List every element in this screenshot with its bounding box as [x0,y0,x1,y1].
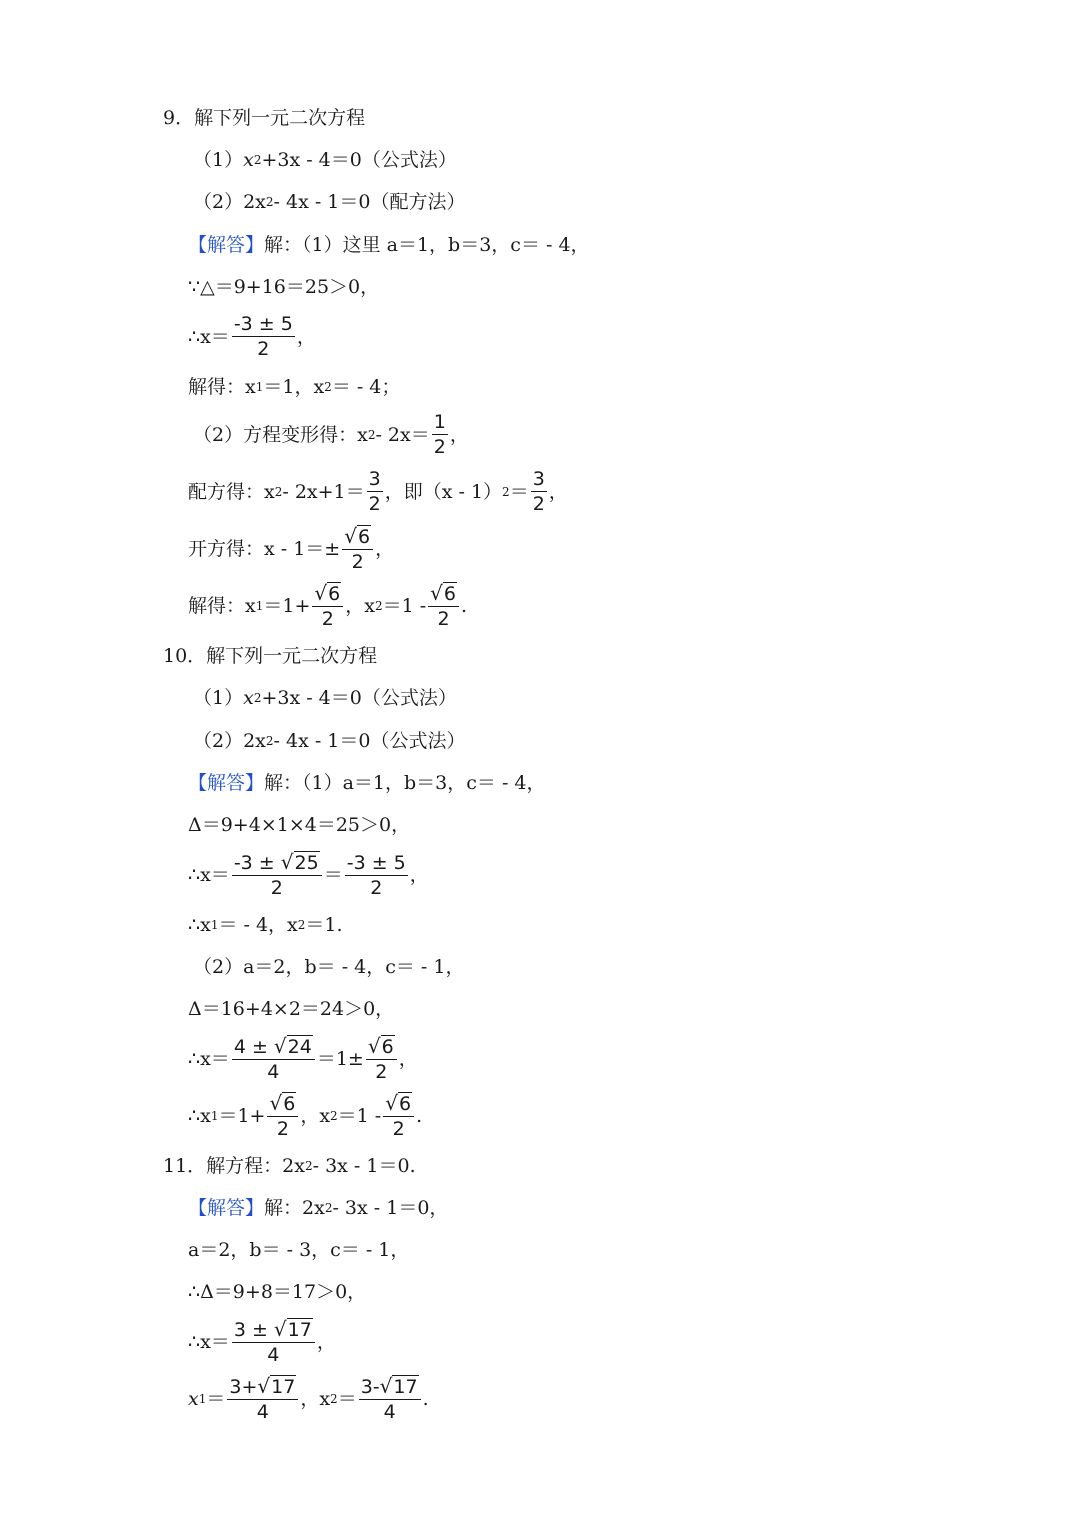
q10-part2: （2）2x 2 - 4x - 1＝0（公式法） [193,730,466,752]
text: 开方得：x - 1＝± [188,538,341,560]
text: 3- [360,1376,380,1398]
fraction [428,581,459,631]
text: - 4x - 1＝0（公式法） [273,730,466,752]
radical [368,1034,395,1059]
label: （1） [193,687,244,709]
text: （2）方程变形得：x [193,423,368,446]
q9-part1: （1） x 2 +3x - 4＝0（公式法） [193,149,457,171]
sqrt-sign: √ [273,1034,287,1058]
text: ， [409,864,429,886]
text: ， [398,1048,418,1070]
radicand: 25 [294,852,319,874]
text: Δ＝9+4×1×4＝25＞0， [188,814,411,836]
sqrt-sign: √ [344,524,357,548]
num: -3 ± 5 [346,851,406,874]
text: - 2x+1＝ [282,480,365,503]
answer-tag: 【解答】 [188,1197,265,1219]
q10-x2-formula [188,1034,418,1084]
den: 2 [321,608,334,630]
num [342,524,373,550]
num [312,581,343,607]
text: 配方得：x [188,480,275,503]
text: ∴x＝ [188,864,230,886]
radicand: 6 [357,526,371,548]
fraction [342,524,373,574]
text: - 3x - 1＝0， [332,1197,449,1219]
den: 2 [392,1118,405,1140]
sqrt-sign: √ [257,1374,271,1398]
q10-answer-lead [188,770,546,796]
text: Δ＝16+4×2＝24＞0， [188,998,395,1020]
sqrt-sign: √ [269,1091,283,1115]
radicand: 6 [381,1036,394,1058]
text: ＝1. [305,914,343,936]
text: ＝1+ [218,1105,266,1127]
text: ∴x [188,1105,211,1127]
radical [380,1374,419,1399]
text: ，x [300,1105,331,1127]
den: 2 [437,608,450,630]
text: ＝1 - [337,1105,382,1127]
label: （2）2x [193,730,266,752]
den: 2 [375,1061,388,1083]
num [232,1034,315,1060]
radicand: 6 [328,583,341,605]
text: ∴x＝ [188,1331,230,1353]
text: ＝ [337,1388,357,1410]
radical [274,1034,313,1059]
text: ＝1 - [382,595,427,617]
den: 2 [368,493,381,515]
text: . [460,595,468,617]
fraction [366,1034,397,1084]
q10-roots2: ∴x 1 ＝1+ $\frac{√6}{2}$ ，x 2 ＝1 - $\frac{√6}{2}$ . [188,1091,423,1140]
text: - 3x - 1＝0. [312,1155,416,1177]
text: ＝ [206,1388,226,1410]
text: -3 ± [233,852,281,874]
var: x [188,1388,199,1410]
text: +3x - 4＝0（公式法） [261,149,457,171]
den: 2 [532,493,545,515]
answer-tag: 【解答】 [188,772,265,794]
q11-x-formula [188,1317,336,1367]
q11-roots: x 1 ＝ $\frac{3+√17}{4}$ ，x 2 ＝ $\frac{3-√17}{4}$ . [188,1374,429,1423]
text: 3 ± [233,1319,274,1341]
q9-part2-transform: （2）方程变形得：x 2 - 2x＝ $\frac{1}{2}$ ， [193,411,469,458]
num [366,1034,397,1060]
den: 2 [351,551,364,573]
num: 3 [368,468,381,490]
q10-delta2 [188,996,394,1022]
fraction [232,312,295,361]
q10-roots: ∴x 1 ＝ - 4，x 2 ＝1. [188,914,343,936]
radicand: 6 [398,1093,412,1115]
text: 4 ± [233,1036,274,1058]
text: ， [296,325,316,348]
text: ∴x＝ [188,325,230,348]
sqrt-sign: √ [367,1034,381,1058]
text: ，即（x - 1） [384,480,503,503]
q10-title [163,643,377,669]
radical [257,1374,296,1399]
text: ∴x＝ [188,1048,230,1070]
answer-tag: 【解答】 [188,234,265,256]
radical [385,1091,412,1116]
q10-x-formula [188,850,429,900]
q9-complete-square: 配方得：x 2 - 2x+1＝ $\frac{3}{2}$ ，即（x - 1） 2 ＝ $\frac{3}{2}$ ， [188,468,568,515]
text: ， [449,423,469,446]
text: ， [548,480,568,503]
text: . [422,1388,429,1410]
num [383,1091,414,1117]
q9-x-formula [188,312,316,361]
text: ＝ - 4，x [218,914,298,936]
text: +3x - 4＝0（公式法） [261,687,457,709]
text: . [416,1105,423,1127]
den: 2 [257,338,270,360]
den: 4 [383,1401,396,1423]
num [227,1374,298,1400]
radical [430,581,457,606]
var: x [243,687,254,709]
text: - 4x - 1＝0（配方法） [273,191,466,213]
sqrt-sign: √ [273,1317,287,1341]
sqrt-sign: √ [314,581,328,605]
radicand: 17 [271,1376,296,1398]
fraction [359,1374,421,1424]
var: x [243,149,254,171]
text: - 2x＝ [375,423,430,446]
num: 1 [433,411,446,433]
label: （1） [193,149,244,171]
q11-delta [188,1279,366,1305]
text: ＝ [509,480,529,503]
text: 解：（1）这里 a＝1，b＝3，c＝ - 4， [264,234,590,256]
radical [269,1091,296,1116]
sqrt-sign: √ [280,850,294,874]
text: ， [316,1331,336,1353]
text: ＝1+ [263,595,311,617]
num: -3 ± 5 [233,313,293,335]
q9-answer-lead [188,232,590,258]
text: 3+ [229,1376,258,1398]
text: ∴x [188,914,211,936]
fraction [232,1034,315,1084]
text: ∴Δ＝9+8＝17＞0， [188,1281,367,1303]
q9-delta [188,274,379,300]
text: ＝ - 4； [331,376,401,398]
fraction [267,1091,298,1141]
num [267,1091,298,1117]
text: ，x [345,595,375,617]
text: 解得：x [188,376,256,398]
radicand: 24 [287,1036,312,1058]
num [359,1374,421,1400]
q10-title-text: 10．解下列一元二次方程 [163,645,378,667]
q10-part1: （1） x 2 +3x - 4＝0（公式法） [193,687,457,709]
radical [314,581,341,606]
fraction [312,581,343,631]
radicand: 6 [283,1093,296,1115]
fraction [232,850,322,900]
radical [281,850,320,875]
sqrt-sign: √ [430,581,443,605]
text: 解得：x [188,595,256,617]
fraction [383,1091,414,1141]
q9-part2: （2）2x 2 - 4x - 1＝0（配方法） [193,191,466,213]
num: 3 [532,468,545,490]
q10-part2-coeffs [193,954,464,980]
sqrt-sign: √ [379,1374,393,1398]
q9-title-text: 9．解下列一元二次方程 [163,107,366,129]
num [428,581,459,607]
text: 解：（1）a＝1，b＝3，c＝ - 4， [264,772,546,794]
den: 2 [370,876,383,899]
den: 2 [270,877,283,899]
text: a＝2，b＝ - 3，c＝ - 1， [188,1239,410,1261]
fraction [227,1374,298,1424]
radical [344,524,371,549]
fraction [367,467,383,516]
radical [274,1317,313,1342]
label: （2）2x [193,191,266,213]
num [232,850,322,876]
text: ＝1± [316,1048,364,1070]
radicand: 17 [393,1376,418,1398]
text: 11．解方程：2x [163,1155,305,1177]
den: 4 [267,1061,280,1083]
text: ，x [300,1388,331,1410]
den: 4 [256,1401,269,1423]
q10-delta [188,812,410,838]
q9-final: 解得：x 1 ＝1+ $\frac{√6}{2}$ ，x 2 ＝1 - $\frac{√6}{2}$ . [188,581,468,630]
q9-title [163,105,365,131]
q9-solutions: 解得：x 1 ＝1，x 2 ＝ - 4； [188,376,401,398]
q11-answer-lead: 【解答】 解：2x 2 - 3x - 1＝0， [188,1197,449,1219]
text: ∵△＝9+16＝25＞0， [188,276,380,298]
fraction [232,1317,315,1367]
sqrt-sign: √ [385,1091,398,1115]
text: ， [375,538,395,560]
text: ＝ [323,864,343,886]
radicand: 6 [443,583,456,605]
den: 2 [433,436,446,458]
num [232,1317,315,1343]
text: ＝1，x [263,376,325,398]
text: （2）a＝2，b＝ - 4，c＝ - 1， [193,956,465,978]
den: 4 [267,1344,280,1366]
q11-title: 11．解方程：2x 2 - 3x - 1＝0. [163,1155,416,1177]
den: 2 [276,1118,289,1140]
fraction [345,851,408,900]
fraction [531,467,547,516]
q9-sqrt [188,524,394,574]
q11-coeffs [188,1237,409,1263]
fraction [432,410,448,459]
text: 解：2x [264,1197,325,1219]
radicand: 17 [287,1319,312,1341]
